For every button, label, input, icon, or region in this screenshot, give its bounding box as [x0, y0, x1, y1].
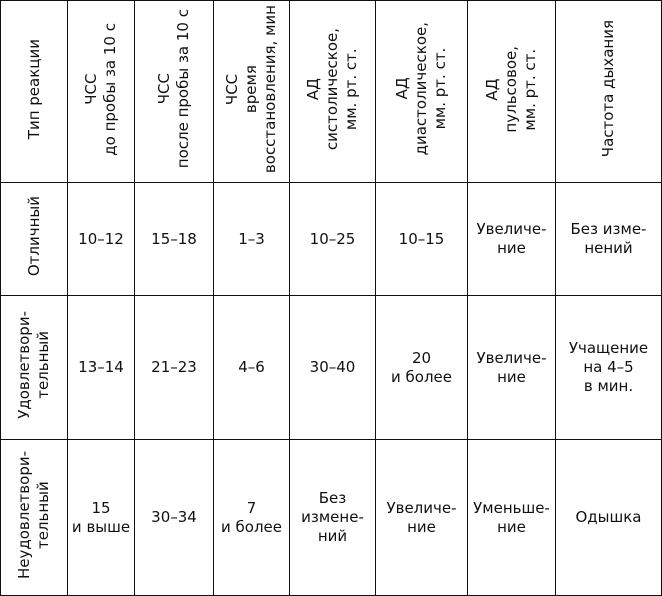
table-cell: 4–6: [214, 296, 290, 440]
row-type-excellent: Отличный: [1, 183, 68, 296]
table-cell: Увеличе- ние: [468, 296, 556, 440]
header-hr-after: ЧСС после пробы за 10 с: [135, 1, 214, 183]
table-cell: Уменьше- ние: [468, 440, 556, 596]
table-cell: Учащение на 4–5 в мин.: [556, 296, 662, 440]
header-hr-before: ЧСС до пробы за 10 с: [68, 1, 135, 183]
table-cell: Без измене- ний: [290, 440, 376, 596]
table-cell: Одышка: [556, 440, 662, 596]
table-cell: 1–3: [214, 183, 290, 296]
table-cell: 13–14: [68, 296, 135, 440]
table-cell: 10–15: [376, 183, 468, 296]
table-cell: 30–34: [135, 440, 214, 596]
table-cell: 20 и более: [376, 296, 468, 440]
table-row: [1, 440, 662, 596]
header-breathing-rate: Частота дыхания: [556, 1, 662, 183]
header-bp-pulse: АД пульсовое, мм. рт. ст.: [468, 1, 556, 183]
header-reaction-type: Тип реакции: [1, 1, 68, 183]
table-cell: Увеличе- ние: [468, 183, 556, 296]
header-row: [1, 1, 662, 183]
table-cell: 15–18: [135, 183, 214, 296]
table-cell: 30–40: [290, 296, 376, 440]
table-cell: 10–25: [290, 183, 376, 296]
header-bp-systolic: АД систолическое, мм. рт. ст.: [290, 1, 376, 183]
table-row: [1, 183, 662, 296]
table-cell: Увеличе- ние: [376, 440, 468, 596]
row-type-satisfactory: Удовлетвори- тельный: [1, 296, 68, 440]
table-row: [1, 296, 662, 440]
table-cell: 15 и выше: [68, 440, 135, 596]
table-cell: 7 и более: [214, 440, 290, 596]
table-cell: 10–12: [68, 183, 135, 296]
header-bp-diastolic: АД диастолическое, мм. рт. ст.: [376, 1, 468, 183]
table-cell: Без изме- нений: [556, 183, 662, 296]
table-cell: 21–23: [135, 296, 214, 440]
row-type-unsatisfactory: Неудовлетвори- тельный: [1, 440, 68, 596]
header-hr-recovery: ЧСС время восстановления, мин: [214, 1, 290, 183]
